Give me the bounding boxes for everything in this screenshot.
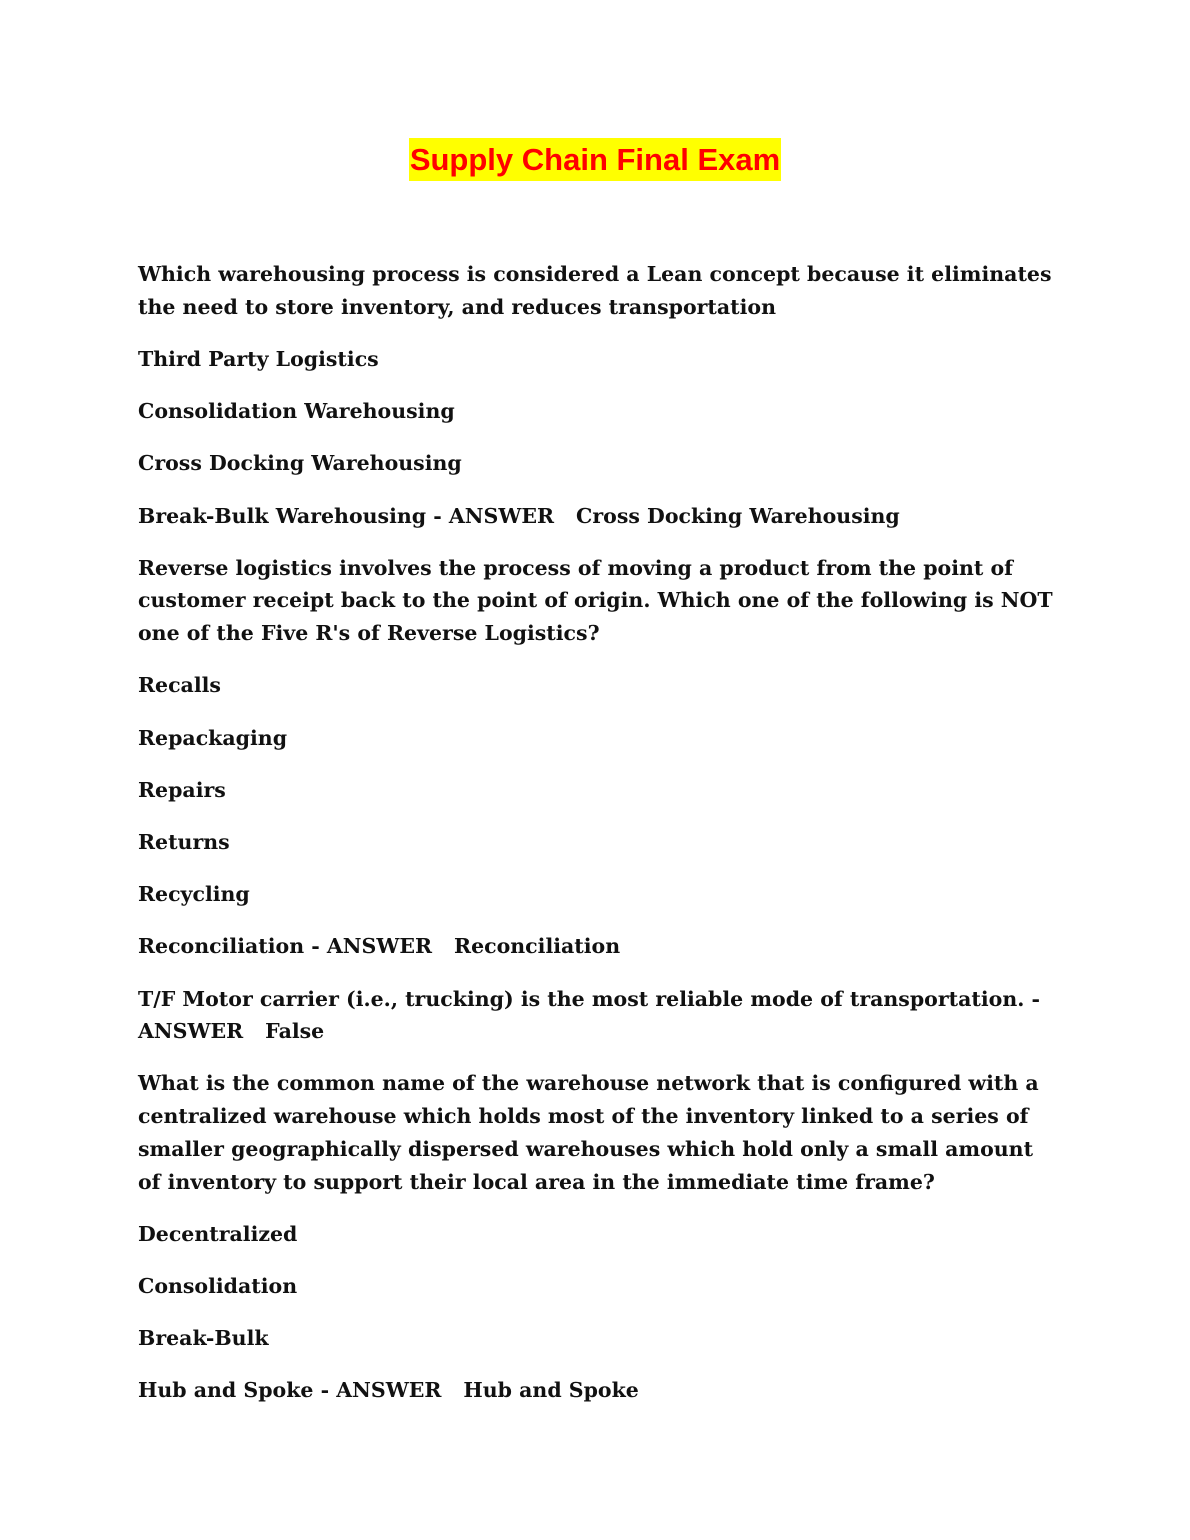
question-4-option: Consolidation <box>138 1273 298 1298</box>
question-2-option: Repairs <box>138 777 226 802</box>
question-2-answer-line <box>138 930 1058 963</box>
document-body <box>138 258 1058 1427</box>
question-3-text: T/F Motor carrier (i.e., trucking) is the most reliable mode of transportation. - <box>138 986 1041 1011</box>
page-title: Supply Chain Final Exam <box>409 138 781 181</box>
question-2-option: Recycling <box>138 882 250 907</box>
question-4-answer-line <box>138 1374 1058 1407</box>
question-2-option: Returns <box>138 829 230 854</box>
question-3-block <box>138 983 1058 1048</box>
question-1-text: Which warehousing process is considered a Lean concept because it eliminates the need to store inventory, and reduces transportation <box>138 262 1052 319</box>
question-4-option: Break-Bulk <box>138 1326 269 1351</box>
question-1-option: Consolidation Warehousing <box>138 399 455 424</box>
question-2-last-option: Reconciliation - ANSWER <box>138 934 433 959</box>
question-3-answer: False <box>265 1019 325 1044</box>
question-4-option: Decentralized <box>138 1221 298 1246</box>
question-1-answer-line <box>138 500 1058 533</box>
question-3-answer-label: ANSWER <box>138 1019 244 1044</box>
question-4-last-option: Hub and Spoke - ANSWER <box>138 1378 442 1403</box>
question-2-option: Repackaging <box>138 725 288 750</box>
question-4-answer: Hub and Spoke <box>463 1378 639 1403</box>
question-2-option: Recalls <box>138 673 221 698</box>
question-2-text: Reverse logistics involves the process of moving a product from the point of customer receipt back to the point of origin. Which one of the following is NOT one of the Five R's of Reverse Logistics? <box>138 555 1053 646</box>
title-container <box>0 138 1190 181</box>
question-4-text: What is the common name of the warehouse network that is configured with a centralized warehouse which holds most of the inventory linked to a series of smaller geographically dispersed warehouses which hold only a small amount of inventory to support their local area in the immediate time frame? <box>138 1071 1039 1194</box>
question-2-answer: Reconciliation <box>454 934 621 959</box>
question-1-answer: Cross Docking Warehousing <box>576 503 900 528</box>
question-1-option: Cross Docking Warehousing <box>138 451 462 476</box>
question-1-last-option: Break-Bulk Warehousing - ANSWER <box>138 503 555 528</box>
question-1-option: Third Party Logistics <box>138 346 379 371</box>
